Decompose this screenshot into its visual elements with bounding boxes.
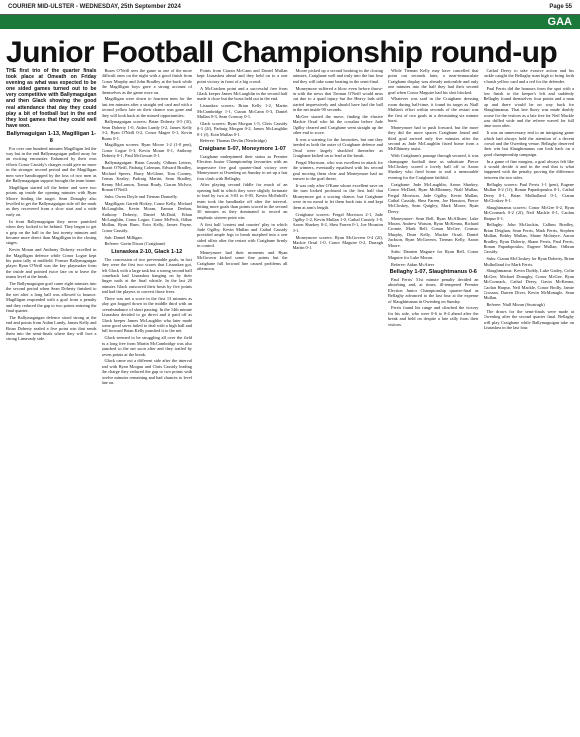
article-paragraph: A McCracken point and a successful free from Glack keeper James McLaughlin in the second half made it close but the hosts held out in the end. xyxy=(197,85,288,102)
section-bar xyxy=(0,15,580,29)
article-paragraph: Points from Ciaran McCann and Daniel Mullan kept Lisnaskea ahead and they held on to a one point victory in front of a big crowd. xyxy=(197,68,288,84)
article-paragraph: Subs: Damien Maguire for Ryan Bell, Conor Maguire for Luke Moran. xyxy=(388,249,479,260)
article-column-3 xyxy=(197,68,288,732)
article-paragraph: Slaughtmanus: Kevin Doddy, Luke Gailey, Colin McGee, Michael Donaghy, Conor McGee, Ryan McCormack, Cathal Deery, Gavin McKenna, Caolan Harpur, Neil Mackle, Conor Brolly, Jamie Crossan, Darren Diver, Kevin McMonagle, Sean Mullan. xyxy=(483,268,574,301)
article-paragraph: McGee started the move, finding the elusive Mackie Orsal who hit the crossbar before Jude Ogilby cleared and Craigbane went straight up the other end to score. xyxy=(292,114,383,136)
article-paragraph: For over one hundred minutes Magilligan led the way but in the end Ballymaguigan pulled away for an exciting encounter. Enhanced by their own efforts Conor Cassidy's charges could give no more in the stronger second period and the Magilligan men were handicapped by the loss of two men as the Ballymaguigan support brought the team home. xyxy=(6,145,97,184)
article-paragraph: Subs: Ciaran McCloskey for Ryan Doherty, Brian Mulholland for Mark Ferris. xyxy=(483,256,574,267)
article-paragraph: It was an unnecessary end to an intriguing game which had always held the attention of a decent crowd and the Owenbeg venue. Bellaghy deserved their win but Slaughtmanus can look back on a good championship campaign. xyxy=(483,130,574,157)
match-heading: Lisnaskea 2-10, Glack 1-12 xyxy=(111,248,183,255)
article-paragraph: Referee: Gavin Dixon (Craigbane) xyxy=(104,241,166,247)
article-paragraph: Kevin Moran and Anthony Doherty excelled in the Magilligan defence while Conor Logue kept his point tally at midfield. Former Ballymaguigan player Ryan O'Neill was the key playmaker from the inside and pointed twice late on to leave the teams level at the break. xyxy=(6,247,97,280)
article-column-1 xyxy=(6,68,97,732)
article-paragraph: Cathal Deery to take evasive action and his tackle caught the Bellaghy man high to bring forth a harsh yellow card and a red for the defender. xyxy=(483,68,574,84)
article-paragraph: Ballymaguigan scorers: Brian Doherty 0-5 (3f), Sean Doherty 1-0, Aidan Lundy 0-2, James Kelly 0-2, Ryan O'Neill 0-2, Conor Magee 0-1, Kevin Burns 0-1. xyxy=(101,119,192,141)
match-heading: Bellaghy 1-07, Slaughtmanus 0-6 xyxy=(389,268,477,275)
article-paragraph: Bellaghy scorers: Paul Ferris 1-1 (pen), Eugene Mullan 0-2 (1f), Ronan Papadopoulos 0-1, Cathal Deery 0-1, Brian Mulholland 0-1, Ciaran McCloskey 0-1. xyxy=(483,181,574,203)
article-paragraph: In front Ballymaguigan they never panicked when they looked to be behind. They began to get a grip on the ball in the last twenty minutes and became more direct than Magilligan in the closing stages. xyxy=(6,218,97,246)
article-paragraph: Glack came out a different side after the interval and with Ryan Morgan and Chris Cassidy leading the charge they reduced the gap to two points with twelve minutes remaining and had chances to level late on. xyxy=(101,358,192,385)
headline: Junior Football Championship round-up xyxy=(6,36,558,69)
section-label: GAA xyxy=(547,16,572,28)
article-paragraph: Ballymaguigan: Brian Cassidy, Odhran Letters, Ruairi O'Neill, Padraig Coleman, Edward Bradley, Michael Speers, Barry McGlone, Tom Cooney, Tomas Kealey, Padraig Martin, Sean Bradley, Kenny McLarnon, Tomas Brady, Ciaran McIvor, Ronan O'Neill. xyxy=(101,160,192,193)
page-number: Page 55 xyxy=(549,4,572,10)
article-paragraph: Moneymore had to push forward, but the more they did the more spaces Craigbane found and third goal arrived only five minutes after the second as Jude McLaughlin fisted home from a McElhinney assist. xyxy=(388,124,479,152)
article-paragraph: Referee: Aidan McAteer xyxy=(391,261,435,267)
article-paragraph: With Craigbane's passage through secured, it was champagne football time as substitute Pierce McCloskey scored a lovely ball off to Aaron Sharkey who fired home to seal a memorable evening for the Craigbane faithful. xyxy=(388,153,479,180)
article-paragraph: Moneymore had their moments and Ryan McGovern kicked some fine points but the Craigbane full forward line caused problems all afternoon. xyxy=(197,250,288,272)
masthead xyxy=(0,0,580,15)
article-paragraph: The draws for the semi-finals were made at Owenbeg after the second quarter final. Bellaghy will play Craigbane while Ballymaguigan take on Lisnaskea in the last four. xyxy=(483,308,574,331)
article-paragraph: Magilligan were down to fourteen men for the last ten minutes after a straight red card and with a second yellow late on their chance was gone and they will look back at the missed opportunities. xyxy=(101,96,192,118)
article-column-4 xyxy=(293,68,384,732)
article-paragraph: Glack seemed to be struggling all over the field as a long free from Martin McCambridge was also punched to the net soon after and they trailed by seven points at the break. xyxy=(101,335,192,357)
article-paragraph: After playing second fiddle for much of an opening half in which they were slightly fortunate to lead by two at 3-03 to 0-05, Kevin McEnhill's team took the handbrake off after the interval, hitting more goals than points scored in the second 30 minutes as they dominated to record an emphatic sixteen point win. xyxy=(197,182,288,220)
article-body xyxy=(6,68,574,732)
article-paragraph: Buses O'Neill sees the game as one of the more difficult ones on the night with a good finish from Conor Murphy and John Bradley at the back while the Magilligan boys gave a strong account of themselves as the game wore on. xyxy=(101,68,192,95)
article-paragraph: There was not a score in the first 13 minutes as play got bogged down in the middle third with an overabundance of short passing. In the 14th minute Lisnaskea decided to go direct and it paid off as Glack keeper James McLaughlin who later made some good saves failed to deal with a high ball and full forward Brian Kelly punched it to the net. xyxy=(101,296,192,334)
article-paragraph: While Tiernan Kelly may have cancelled that point out seconds later, a near-immaculate Craigbane display was already noticeable and only one minutes into the half they had their second goal when Conor Maguire had his shot blocked. xyxy=(388,68,479,95)
article-paragraph: Moore picked up a second booking in the closing minutes, Craigbane well and truly into the last four and they will take some beating in the semi-final. xyxy=(292,68,383,84)
article-paragraph: Lisnaskea scorers: Brian Kelly 1-2, Martin McCambridge 1-1, Ciaran McCann 0-3, Daniel Mullan 0-3, Sean Conway 0-1. xyxy=(197,103,288,120)
article-paragraph: Ferris found his range and clinched the victory for his side, who were 0-6 to 0-4 ahead after the break and held on despite a late rally from their visitors. xyxy=(388,305,479,327)
article-column-5 xyxy=(388,68,479,732)
match-heading: Ballymaguigan 1-13, Magilligan 1-8 xyxy=(6,130,97,144)
article-paragraph: Whatever was said in the Craigbane dressing room during half-time, it found its target as Niall Mullan's effort within seconds of the restart was the first of two goals in a devastating six minute burst. xyxy=(388,96,479,124)
article-paragraph: Magilligan scorers: Ryan Moore 1-2 (1-0 pen), Conor Logue 0-3, Kevin Moran 0-1, Anthony Doherty 0-1, Paul McGowan 0-1. xyxy=(101,142,192,159)
article-paragraph: The Ballymaguigan defence stood strong at the end and points from Aidan Lundy, James Kelly and Brian Doherty sealed a five point win that sends them into the semi-finals where they will face a strong Limavady side. xyxy=(6,314,97,342)
article-paragraph: In a game of fine margins, a goal always felt like it would decide it and in the end that is what happened with the penalty proving the difference between the two sides. xyxy=(483,158,574,180)
intro-paragraph: THE first trio of the quarter finals took place at Omeath on Friday evening as what was expected to be one sided games turned out to be very competitive with Ballymaguigan and then Glack showing the good real attendance that day they could play a bit of football but in the end they lost games that they could well have won. xyxy=(6,68,97,129)
masthead-publication: COURIER MID-ULSTER - WEDNESDAY, 25th September 2024 xyxy=(8,4,181,10)
article-paragraph: Craigbane scorers: Fergal Morrison 2-1, Jude Ogilby 1-2, Kevin Mullan 1-0, Cathal Cassidy 1-0, Aaron Sharkey 0-2, Shea Farren 0-1, Joe Houston 0-1. xyxy=(292,211,383,233)
article-paragraph: Paul Ferris' 51st minute penalty decided an absorbing and, at times, ill-tempered Premier Election Junior Championship quarter-final as Bellaghy advanced to the last four at the expense of Slaughtmanus in Owenbeg on Sunday. xyxy=(388,277,479,304)
article-paragraph: Bellaghy: John McGuckin, Callum Bradley, Brian Deighan, Sean Ferris, Mark Ferris, Stephen Mullan, Bobby Mullan, Shane McIntyre, Aaron Bradley, Ryan Doherty, Shane Ferris, Paul Ferris, Ronan Papadopoulos, Eugene Mullan, Odhran Cassidy. xyxy=(483,222,574,255)
article-paragraph: Referee: Niall Moran (Swatragh) xyxy=(486,302,545,308)
article-paragraph: It was only after O'Kane whose excellent save on the turn looked profound in the first half that Moneymore got a scoring chance, but Craigbane were in no mood to let them back into it and kept them at arm's length. xyxy=(292,183,383,210)
article-paragraph: Paul Ferris did the honours from the spot with a low finish to the keeper's left and suddenly Bellaghy found themselves four points and a man up and there would be no way back for Slaughtmanus. That late flurry was made doubly worse for the visitors as a late free for Neil Mackle was drilled wide and the referee waved for full time soon after. xyxy=(483,85,574,129)
article-column-6 xyxy=(484,68,575,732)
article-paragraph: Magilligan started off the better and were two points up inside the opening minutes with Ryan Moore finding the target. Sean Donaghy also levelled to get the Ballymaguigan side off the mark as they recovered from a slow start and a wide early on. xyxy=(6,184,97,217)
article-paragraph: Slaughtmanus scorers: Conor McGee 0-2, Ryan McCormack 0-2 (2f), Neil Mackle 0-1, Caolan Harpur 0-1. xyxy=(483,204,574,221)
article-paragraph: Subs: Owen Doyle and Tiernan Donnelly. xyxy=(104,193,178,199)
match-heading: Craigbane 5-07, Moneymore 1-07 xyxy=(198,145,286,152)
article-paragraph: Referee: Thomas Devlin (Newbridge) xyxy=(200,138,267,144)
article-paragraph: It was a warning for the favourites, but one they heeded as both the outer of Craigbane defence and Orsal were largely shackled thereafter as Craigbane kicked on to lead at the break. xyxy=(292,137,383,159)
article-paragraph: Fergal Morrison, who was excellent in attack for the winners, eventually equalised with his second goal moving them clear and Moneymore had no answer to the goal threat. xyxy=(292,160,383,182)
article-paragraph: Moneymore: Sean Bell, Ryan McAllister, Luke Moran, Andrew Watson, Ryan McKenna, Richard Cromie, Mark Bell, Conan McGee, Cormac Murphy, Dean Kelly, Mackie Orsal, Daniel Jackson, Ryan McGovern, Tiernan Kelly, Aaron Moore. xyxy=(388,215,479,248)
article-paragraph: Craigbane underpinned their status as Premier Election Junior Championship favourites with an impressive five goal quarter-final victory over Moneymore at Owenbeg on Sunday to set up a last four clash with Bellaghy. xyxy=(197,153,288,181)
article-paragraph: Glack scorers: Ryan Morgan 1-5, Chris Cassidy 0-3 (2f), Padraig Morgan 0-2, James McLaughlin 0-1 (f), Eoin Mullan 0-1. xyxy=(197,120,288,137)
article-paragraph: Sub: Daniel Milligan. xyxy=(104,234,143,240)
article-paragraph: The concession of two preventable goals, in fact they were the first two scores that Lisnaskea got, left Glack with a large task but a strong second half comeback had Lisnaskea hanging on by their finger nails at the final whistle. In the last 20 minutes Glack outscored their hosts by five points and had the players to convert those frees. xyxy=(101,256,192,295)
article-paragraph: Magilligan: Gareth Hickey, Conor Kelly, Michael McLaughlin, Kevin Moran, Eamon Deehan, Anthony Doherty, Daniel McDaid, Ethan McLaughlin, Conor Logue, Conor McPeck, Odhar Mullan, Ryan Burn, Eoin Kelly, James Payne, Conor Cassidy. xyxy=(101,200,192,233)
article-paragraph: Moneymore suffered a blow even before throw-in with the news that Tiernan O'Neill would miss out due to a quad injury but the Heavy lads still started impressively and should have had the ball in the net inside 90 seconds. xyxy=(292,85,383,113)
article-column-2 xyxy=(102,68,193,732)
article-paragraph: A first half 'contest and counter' play in which Jude Ogilby, Kevin Mullan and Cathal Cassidy provided ample legs to break morphed into a one sided affair after the restart with Craigbane firmly in control. xyxy=(197,221,288,249)
article-paragraph: Moneymore scorers: Ryan McGovern 0-4 (2f), Mackie Orsal 1-0, Conor Maguire 0-2, Darragh Martin 0-1. xyxy=(292,234,383,251)
article-paragraph: Craigbane: Jude McLaughlin, Aaron Sharkey, Conor McDaid, Ryan McElhinney, Niall Mullan, Fergal Morrison, Jude Ogilby, Kevin Mullan, Cathal Cassidy, Shea Farren, Joe Houston, Pierce McCloskey, Sean Quigley, Mark Moore, Ryan Deery. xyxy=(388,181,479,214)
article-paragraph: The Ballymaguigan goal came eight minutes into the second period when Sean Doherty finished to the net after a long ball was allowed to bounce. Magilligan responded with a goal from a penalty and they reduced the gap to two points entering the final quarter. xyxy=(6,280,97,313)
